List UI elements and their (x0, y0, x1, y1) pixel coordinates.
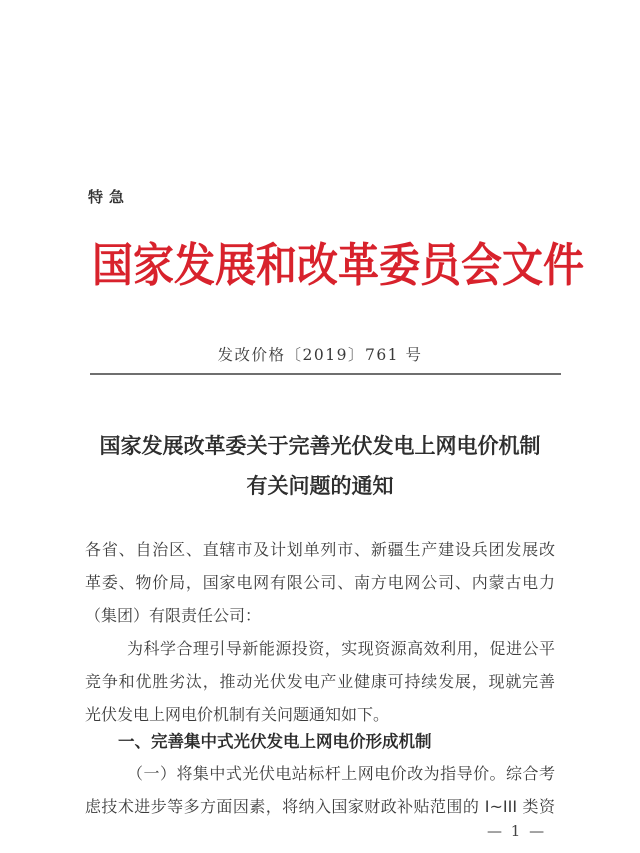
section-paragraph-line: （一）将集中式光伏电站标杆上网电价改为指导价。综合考 (127, 764, 555, 783)
intro-paragraph-line: 为科学合理引导新能源投资，实现资源高效利用，促进公平 (127, 639, 555, 658)
section-paragraph-line: 虑技术进步等多方面因素，将纳入国家财政补贴范围的 I~III 类资 (85, 797, 555, 816)
document-title-line-1: 国家发展改革委关于完善光伏发电上网电价机制 (99, 433, 541, 458)
recipients-line: 各省、自治区、直辖市及计划单列市、新疆生产建设兵团发展改 (85, 540, 555, 559)
section-heading: 一、完善集中式光伏发电上网电价形成机制 (118, 732, 432, 751)
document-title-line-2: 有关问题的通知 (246, 473, 394, 498)
recipients-line: 革委、物价局，国家电网有限公司、南方电网公司、内蒙古电力 (85, 573, 555, 592)
intro-paragraph-line: 竞争和优胜劣汰，推动光伏发电产业健康可持续发展，现就完善 (85, 672, 555, 691)
header-divider (90, 373, 561, 375)
document-number: 发改价格〔2019〕761 号 (217, 346, 423, 364)
intro-paragraph-line: 光伏发电上网电价机制有关问题通知如下。 (85, 705, 390, 724)
recipients-line: （集团）有限责任公司： (85, 606, 262, 625)
urgency-label: 特急 (88, 188, 131, 206)
page-number: — 1 — (487, 822, 547, 840)
document-masthead: 国家发展和改革委员会文件 (92, 238, 584, 292)
